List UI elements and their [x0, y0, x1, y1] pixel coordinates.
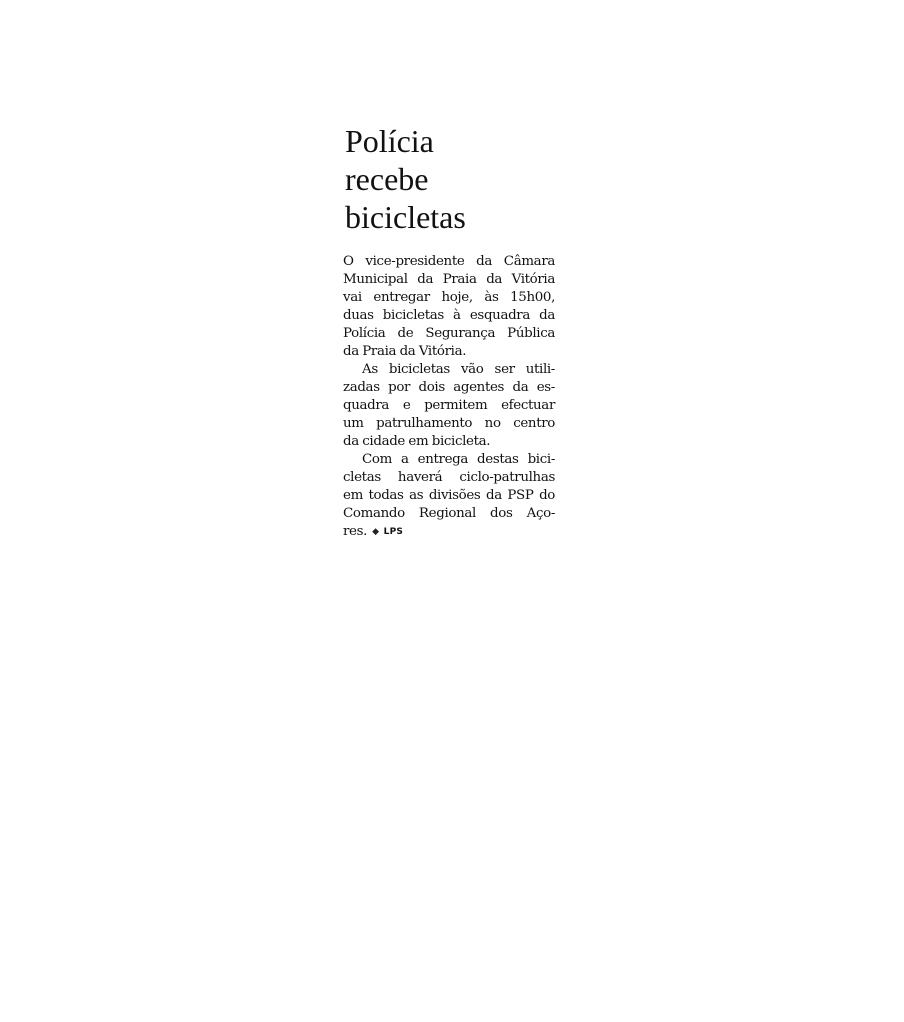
- text-line: res.: [343, 524, 368, 539]
- author-initials: LPS: [383, 527, 404, 537]
- text-line: O vice-presidente da Câmara: [343, 254, 555, 269]
- text-line: As bicicletas vão ser utili-: [362, 362, 555, 377]
- final-line: [343, 523, 555, 541]
- text-line: um patrulhamento no centro: [343, 416, 555, 431]
- headline-line: recebe: [345, 161, 429, 197]
- headline-line: bicicletas: [345, 199, 466, 235]
- text-line: Polícia de Segurança Pública: [343, 326, 555, 341]
- article-body: [343, 253, 555, 541]
- news-article: [343, 122, 555, 541]
- end-of-article-diamond-icon: ◆: [372, 527, 379, 537]
- text-line: duas bicicletas à esquadra da: [343, 308, 555, 323]
- text-line: cletas haverá ciclo-patrulhas: [343, 470, 555, 485]
- text-line: da cidade em bicicleta.: [343, 434, 491, 449]
- article-paragraph: [343, 361, 555, 451]
- text-line: vai entregar hoje, às 15h00,: [343, 290, 555, 305]
- article-paragraph: [343, 253, 555, 361]
- text-line: zadas por dois agentes da es-: [343, 380, 555, 395]
- text-line: Com a entrega destas bici-: [362, 452, 555, 467]
- text-line: da Praia da Vitória.: [343, 344, 467, 359]
- text-line: Municipal da Praia da Vitória: [343, 272, 555, 287]
- article-headline: [345, 122, 555, 236]
- text-line: quadra e permitem efectuar: [343, 398, 555, 413]
- headline-line: Polícia: [345, 123, 434, 159]
- article-paragraph: [343, 451, 555, 541]
- text-line: em todas as divisões da PSP do: [343, 488, 555, 503]
- text-line: Comando Regional dos Aço-: [343, 506, 555, 521]
